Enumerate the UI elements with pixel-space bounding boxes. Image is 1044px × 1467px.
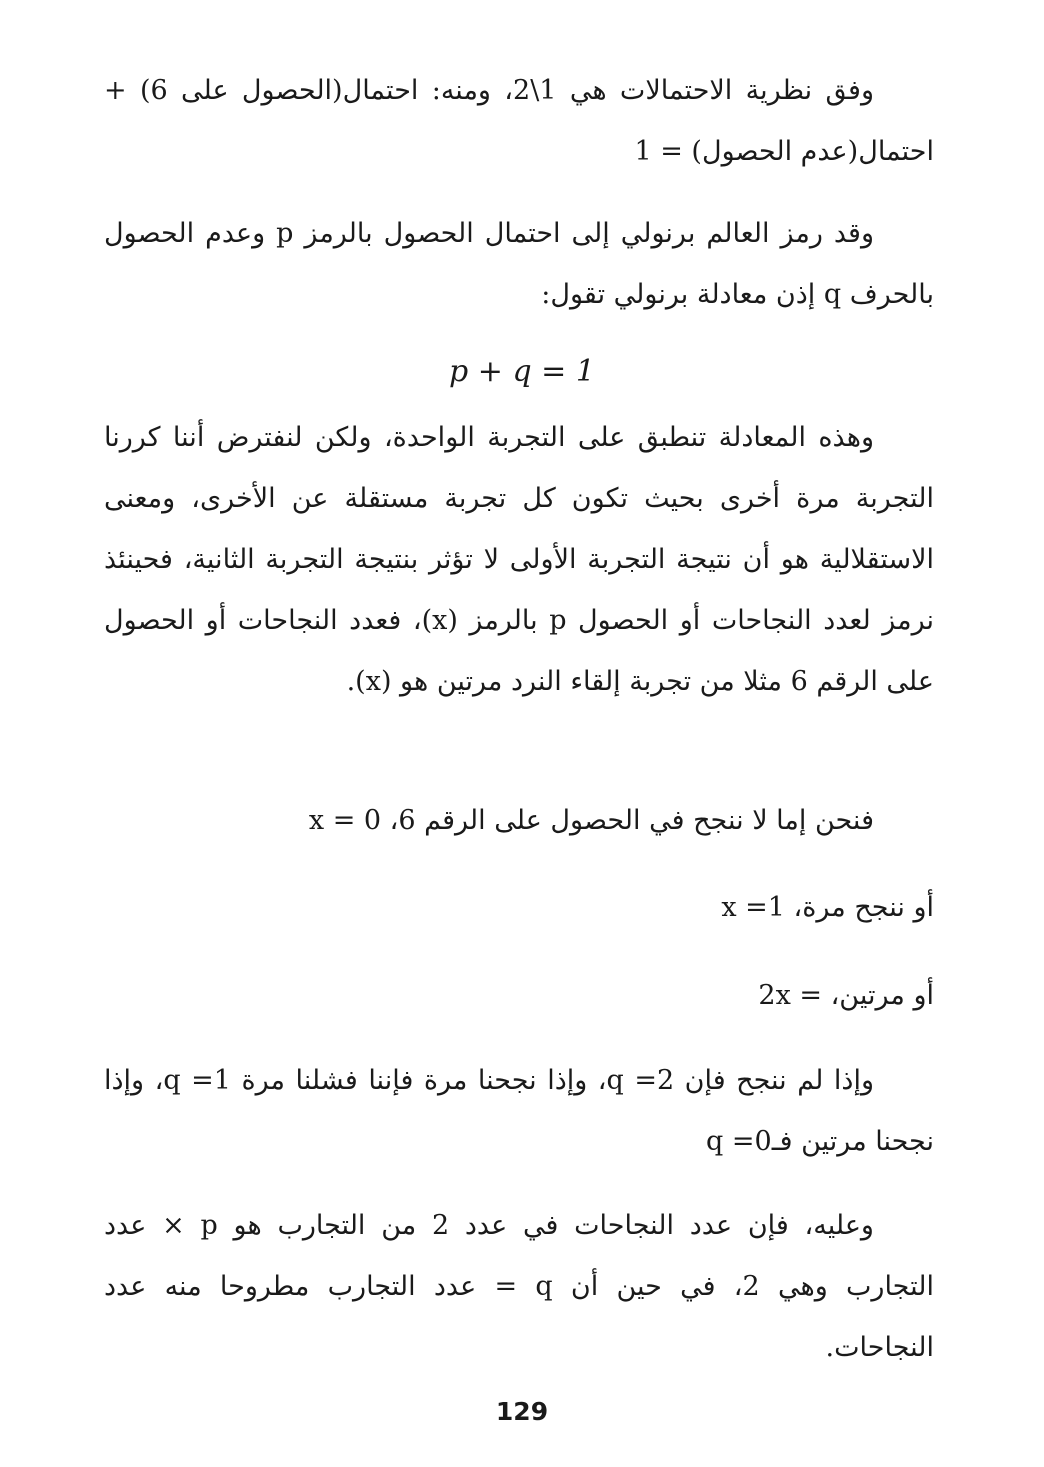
line-zero-successes: فنحن إما لا ننجح في الحصول على الرقم 6، x = 0 [308, 805, 874, 836]
line-two-successes: أو مرتين، = 2x [758, 980, 934, 1011]
paragraph-conclusion [104, 1195, 934, 1378]
paragraph-text: وقد رمز العالم برنولي إلى احتمال الحصول بالرمز p وعدم الحصول بالحرف q إذن معادلة برنولي تقول: [104, 218, 934, 310]
page-number: 129 [495, 1397, 549, 1426]
paragraph-text: وهذه المعادلة تنطبق على التجربة الواحدة، ولكن لنفترض أننا كررنا التجربة مرة أخرى بحيث تكون كل تجربة مستقلة عن الأخرى، ومعنى الاستقلالية هو أن نتيجة التجربة الأولى لا تؤثر بنتيجة التجربة الثانية، فحينئذ نرمز لعدد النجاحات أو الحصول p بالرمز (x)، فعدد النجاحات أو الحصول على الرقم 6 مثلا من تجربة إلقاء النرد مرتين هو (x). [104, 422, 934, 697]
paragraph-failures [104, 1050, 934, 1172]
line-one-success: أو ننجح مرة، x =1 [721, 892, 934, 923]
paragraph-text: وفق نظرية الاحتمالات هي 1\2، ومنه: احتمال(الحصول على 6) + احتمال(عدم الحصول) = 1 [104, 75, 934, 167]
bernoulli-equation: p + q = 1 [449, 354, 595, 389]
paragraph-bernoulli-symbols [104, 203, 934, 325]
paragraph-text: وإذا لم ننجح فإن q =2، وإذا نجحنا مرة فإننا فشلنا مرة q =1، وإذا نجحنا مرتين فـq =0 [104, 1065, 934, 1157]
paragraph-probability-sum [104, 60, 934, 182]
paragraph-text: وعليه، فإن عدد النجاحات في عدد 2 من التجارب هو p × عدد التجارب وهي 2، في حين أن q = عدد التجارب مطروحا منه عدد النجاحات. [104, 1210, 934, 1363]
paragraph-independence [104, 407, 934, 712]
